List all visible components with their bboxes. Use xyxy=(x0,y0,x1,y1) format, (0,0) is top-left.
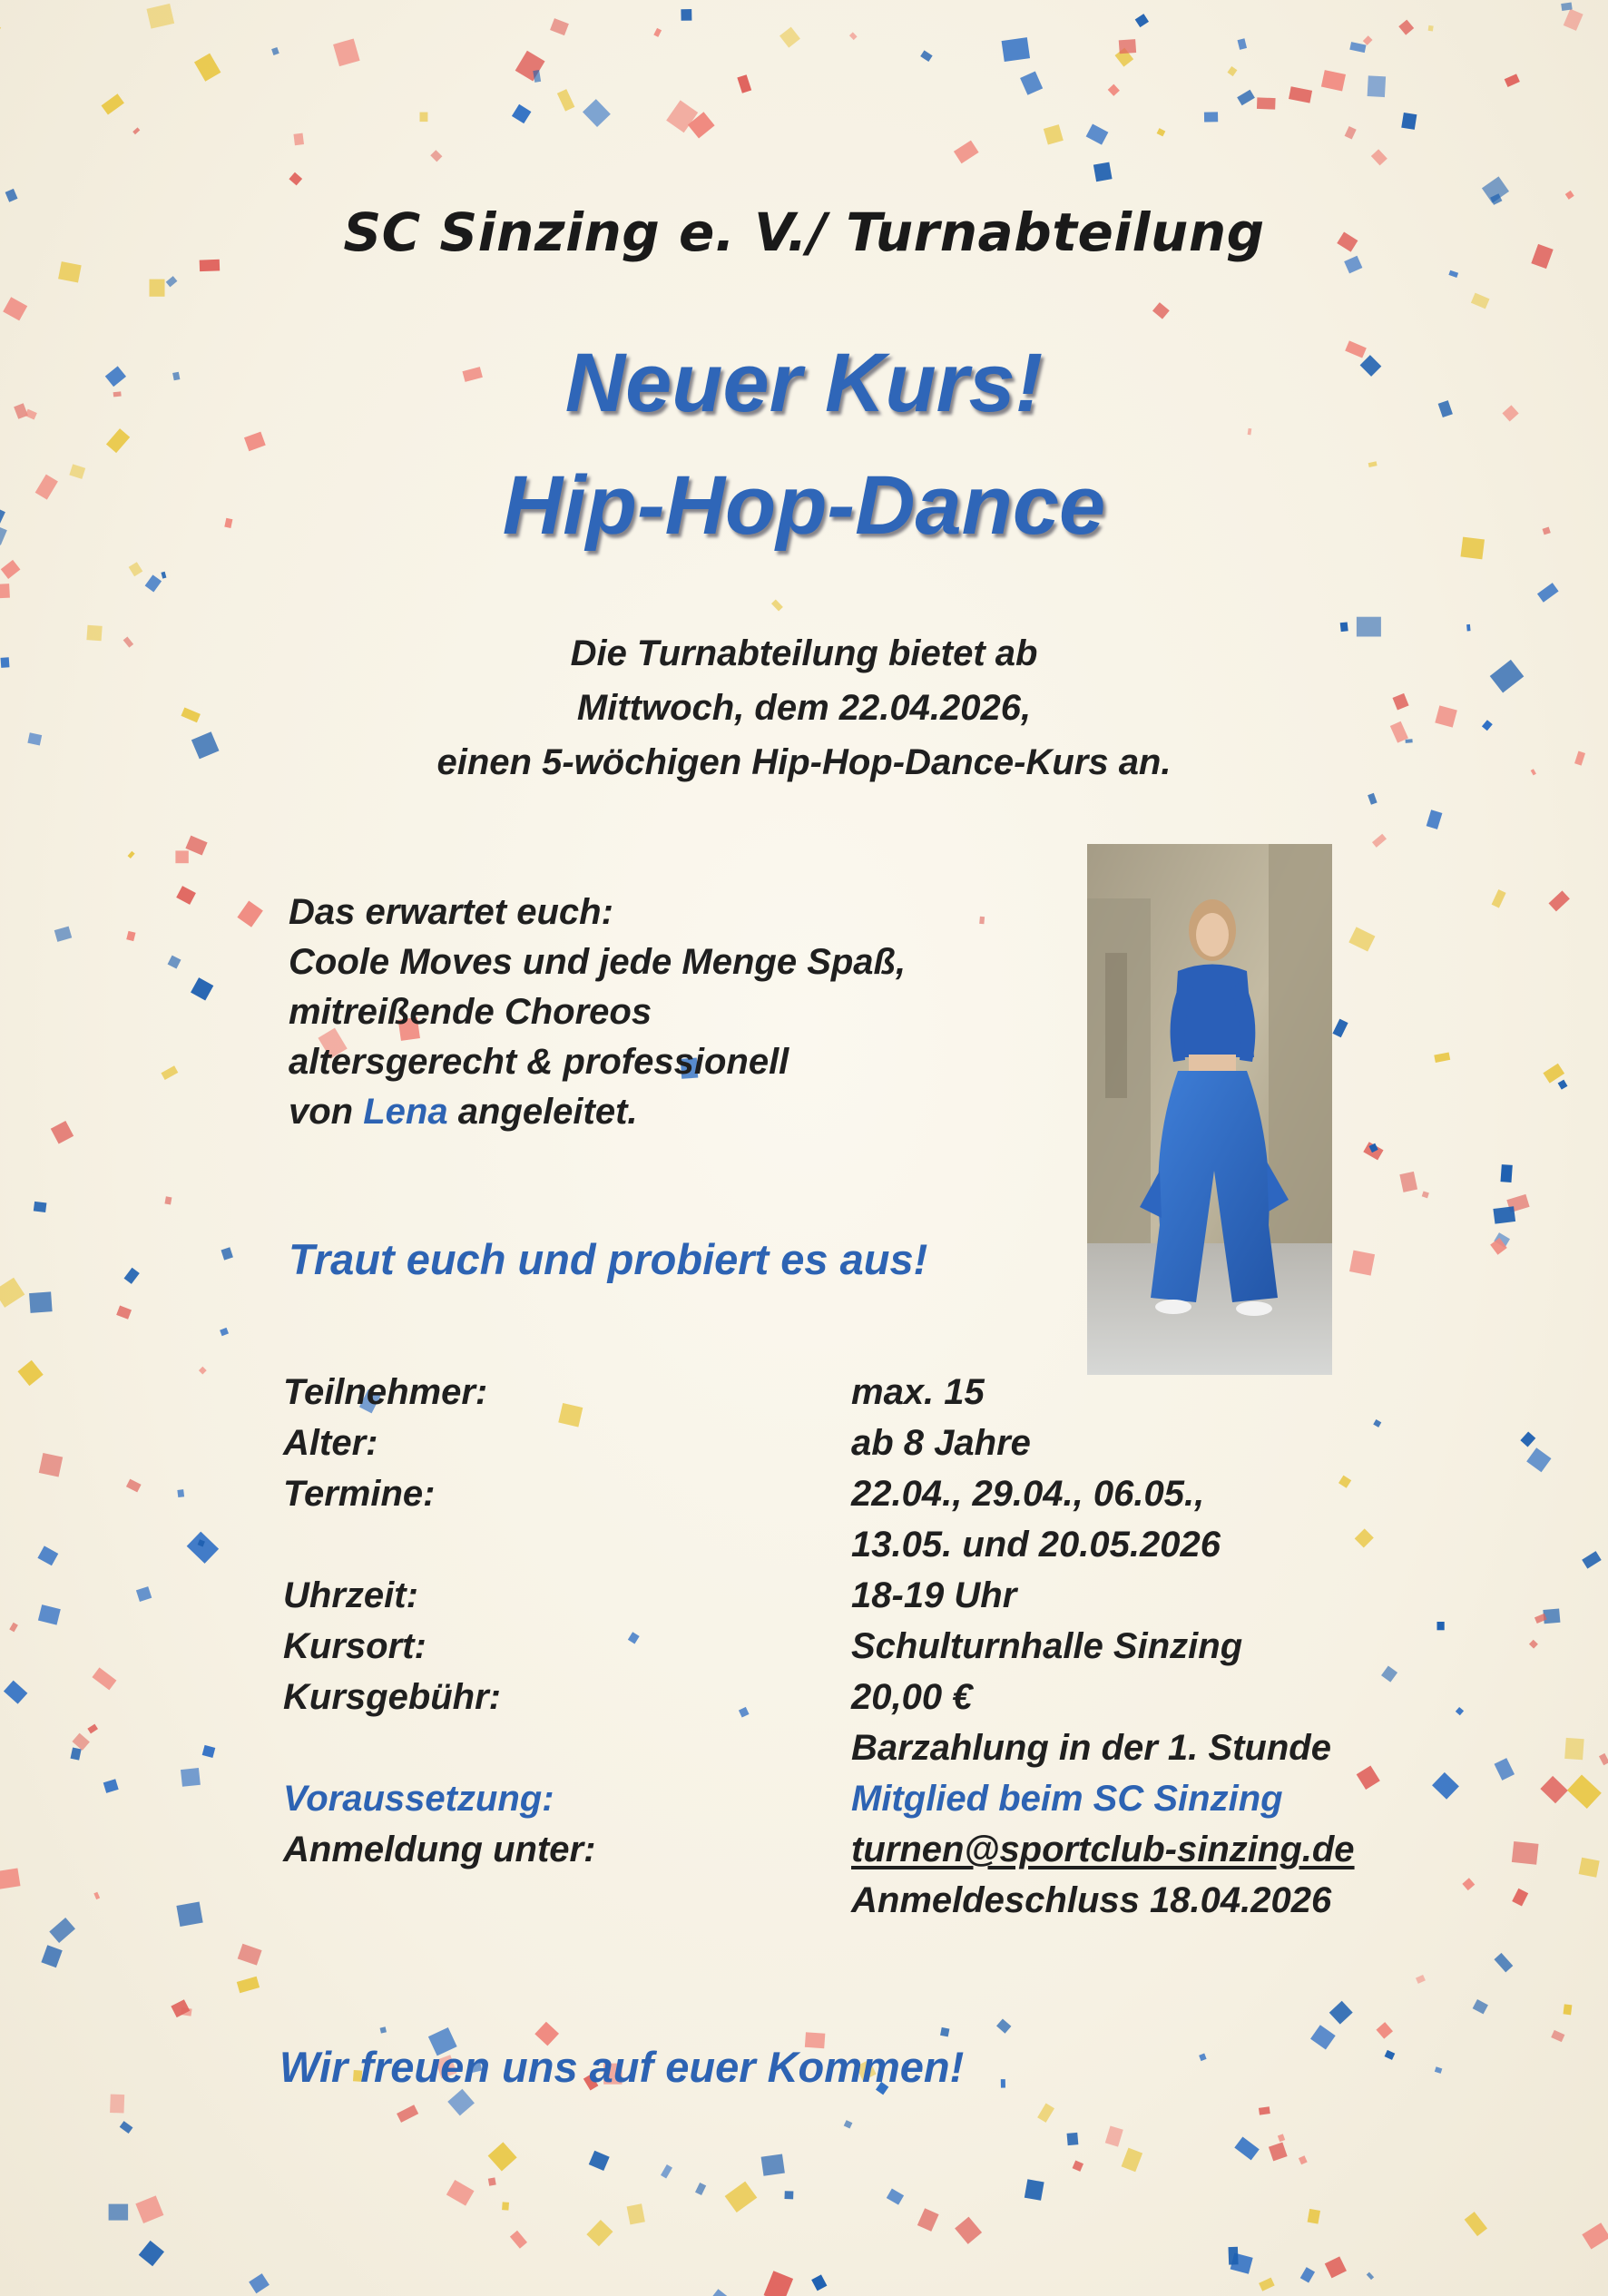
confetti-piece xyxy=(164,1196,172,1204)
confetti-piece xyxy=(1349,1251,1375,1276)
confetti-piece xyxy=(430,150,442,162)
confetti-piece xyxy=(1540,1776,1567,1803)
detail-value: 18-19 Uhr xyxy=(851,1575,1017,1615)
confetti-piece xyxy=(771,600,783,612)
confetti-piece xyxy=(1376,2022,1393,2039)
confetti-piece xyxy=(0,1868,21,1889)
confetti-piece xyxy=(695,2183,706,2195)
confetti-piece xyxy=(512,104,531,123)
confetti-piece xyxy=(41,1945,62,1967)
confetti-piece xyxy=(51,1121,74,1143)
confetti-piece xyxy=(110,2095,124,2114)
confetti-piece xyxy=(1492,889,1506,908)
confetti-piece xyxy=(289,172,302,186)
confetti-piece xyxy=(488,2177,496,2185)
confetti-piece xyxy=(1086,124,1109,145)
confetti-piece xyxy=(132,127,140,134)
confetti-piece xyxy=(1520,1431,1535,1447)
confetti-piece xyxy=(238,1944,262,1966)
intro-line: Die Turnabteilung bietet ab xyxy=(570,633,1038,673)
expect-line: mitreißende Choreos xyxy=(289,992,652,1032)
confetti-piece xyxy=(0,25,1,33)
detail-value: 20,00 € xyxy=(851,1677,973,1717)
confetti-piece xyxy=(1300,2267,1315,2282)
detail-label: Kursort: xyxy=(283,1626,427,1666)
confetti-piece xyxy=(1432,1772,1459,1800)
confetti-piece xyxy=(244,432,266,452)
confetti-piece xyxy=(1564,1738,1583,1760)
confetti-piece xyxy=(996,2019,1011,2034)
confetti-piece xyxy=(1437,1622,1445,1630)
intro-line: einen 5-wöchigen Hip-Hop-Dance-Kurs an. xyxy=(436,742,1172,782)
confetti-piece xyxy=(71,1748,82,1761)
confetti-piece xyxy=(3,297,27,320)
expectations-block xyxy=(289,888,1051,1137)
confetti-piece xyxy=(1332,1019,1348,1038)
confetti-piece xyxy=(146,4,174,29)
closing-line: Wir freuen uns auf euer Kommen! xyxy=(279,2043,965,2091)
confetti-piece xyxy=(17,1360,43,1386)
confetti-piece xyxy=(1456,1707,1464,1715)
confetti-piece xyxy=(811,2274,827,2291)
confetti-piece xyxy=(1289,86,1312,103)
confetti-piece xyxy=(176,886,196,905)
confetti-piece xyxy=(502,2202,509,2210)
confetti-piece xyxy=(1565,191,1574,200)
confetti-piece xyxy=(628,1632,640,1644)
confetti-piece xyxy=(124,1268,140,1284)
confetti-piece xyxy=(1234,2137,1259,2161)
confetti-piece xyxy=(557,89,575,111)
detail-value: 13.05. und 20.05.2026 xyxy=(851,1525,1221,1565)
confetti-piece xyxy=(221,1247,233,1260)
confetti-piece xyxy=(237,1977,260,1993)
confetti-piece xyxy=(1564,2004,1573,2015)
confetti-piece xyxy=(161,572,166,579)
confetti-piece xyxy=(1108,84,1120,96)
detail-label: Voraussetzung: xyxy=(283,1779,554,1819)
confetti-piece xyxy=(1495,1758,1515,1781)
confetti-piece xyxy=(145,574,162,592)
confetti-piece xyxy=(887,2189,904,2205)
confetti-piece xyxy=(954,141,979,164)
confetti-piece xyxy=(1278,2134,1285,2142)
confetti-piece xyxy=(1259,2278,1275,2291)
confetti-piece xyxy=(1399,1172,1417,1192)
confetti-piece xyxy=(1500,1164,1512,1182)
confetti-piece xyxy=(237,901,262,927)
confetti-piece xyxy=(176,1902,202,1927)
confetti-piece xyxy=(1564,9,1583,31)
confetti-piece xyxy=(1002,37,1030,62)
confetti-piece xyxy=(1037,2104,1054,2123)
confetti-piece xyxy=(1493,1206,1515,1223)
confetti-piece xyxy=(1227,66,1237,76)
confetti-piece xyxy=(1357,1765,1380,1790)
detail-value: 22.04., 29.04., 06.05., xyxy=(851,1474,1205,1514)
detail-label: Anmeldung unter: xyxy=(283,1830,596,1869)
confetti-piece xyxy=(1543,1064,1564,1084)
confetti-piece xyxy=(653,28,662,37)
confetti-piece xyxy=(1269,2143,1288,2162)
confetti-piece xyxy=(1381,1666,1397,1683)
confetti-piece xyxy=(586,2220,613,2246)
confetti-piece xyxy=(1482,176,1509,202)
confetti-piece xyxy=(1367,2272,1374,2281)
detail-label: Termine: xyxy=(283,1474,436,1514)
detail-value: max. 15 xyxy=(851,1372,985,1412)
confetti-piece xyxy=(1471,293,1490,309)
confetti-piece xyxy=(1368,75,1386,97)
detail-value: Anmeldeschluss 18.04.2026 xyxy=(851,1880,1332,1920)
detail-value: ab 8 Jahre xyxy=(851,1423,1031,1463)
confetti-piece xyxy=(397,2105,418,2123)
confetti-piece xyxy=(106,428,130,453)
confetti-piece xyxy=(120,2121,133,2134)
confetti-piece xyxy=(1558,1080,1568,1090)
confetti-piece xyxy=(1348,927,1375,951)
confetti-piece xyxy=(1325,2256,1347,2278)
confetti-piece xyxy=(194,54,221,82)
confetti-piece xyxy=(136,1586,152,1602)
confetti-piece xyxy=(681,9,691,21)
confetti-piece xyxy=(955,2217,982,2244)
confetti-piece xyxy=(1299,2155,1308,2164)
confetti-piece xyxy=(29,1291,53,1312)
confetti-piece xyxy=(1561,2,1573,11)
expect-text: angeleitet. xyxy=(447,1092,638,1132)
confetti-piece xyxy=(1044,124,1064,144)
confetti-piece xyxy=(1526,1447,1551,1472)
confetti-piece xyxy=(191,977,213,1000)
confetti-piece xyxy=(1416,1975,1426,1984)
headline-new-course: Neuer Kurs! xyxy=(564,337,1044,429)
confetti-piece xyxy=(420,113,428,123)
confetti-piece xyxy=(1338,1476,1351,1488)
confetti-piece xyxy=(1067,2133,1079,2145)
confetti-piece xyxy=(533,70,541,83)
confetti-piece xyxy=(627,2203,645,2224)
confetti-piece xyxy=(1204,112,1218,122)
confetti-piece xyxy=(515,51,545,82)
slogan: Traut euch und probiert es aus! xyxy=(289,1235,928,1283)
confetti-piece xyxy=(1355,1528,1374,1547)
confetti-piece xyxy=(58,261,82,282)
confetti-piece xyxy=(589,2151,610,2171)
confetti-piece xyxy=(37,1545,58,1565)
confetti-piece xyxy=(1310,2025,1336,2049)
confetti-piece xyxy=(103,1779,119,1793)
confetti-piece xyxy=(177,1489,184,1497)
confetti-piece xyxy=(764,2271,794,2296)
confetti-piece xyxy=(92,1667,116,1690)
confetti-piece xyxy=(5,189,18,202)
confetti-piece xyxy=(126,1479,142,1493)
expect-line: altersgerecht & professionell xyxy=(289,1042,789,1082)
confetti-piece xyxy=(0,1278,25,1308)
confetti-piece xyxy=(779,27,800,48)
confetti-piece xyxy=(116,1306,132,1320)
confetti-piece xyxy=(849,32,858,40)
confetti-piece xyxy=(109,2204,129,2221)
confetti-piece xyxy=(1582,2222,1608,2249)
confetti-piece xyxy=(1229,2247,1239,2265)
confetti-piece xyxy=(1428,25,1434,32)
confetti-piece xyxy=(0,584,10,598)
confetti-piece xyxy=(1,560,21,579)
confetti-piece xyxy=(1448,270,1458,278)
confetti-piece xyxy=(168,956,181,969)
confetti-piece xyxy=(1372,834,1387,848)
confetti-piece xyxy=(1462,1878,1475,1890)
confetti-piece xyxy=(199,1367,207,1375)
confetti-piece xyxy=(1001,2079,1005,2087)
confetti-piece xyxy=(447,2089,475,2116)
expect-line: Coole Moves und jede Menge Spaß, xyxy=(289,942,907,982)
confetti-piece xyxy=(725,2182,758,2213)
confetti-piece xyxy=(1385,2050,1396,2060)
confetti-piece xyxy=(72,1733,89,1751)
confetti-piece xyxy=(93,1892,100,1899)
dancer-photo xyxy=(1087,844,1332,1375)
confetti-piece xyxy=(34,1202,47,1212)
registration-email-link[interactable]: turnen@sportclub-sinzing.de xyxy=(851,1830,1355,1869)
confetti-piece xyxy=(9,1623,18,1633)
confetti-piece xyxy=(1321,70,1346,91)
confetti-piece xyxy=(1505,74,1520,87)
confetti-piece xyxy=(4,1681,27,1704)
confetti-piece xyxy=(1259,2106,1270,2114)
confetti-piece xyxy=(739,1707,750,1718)
confetti-piece xyxy=(1579,1858,1600,1878)
confetti-piece xyxy=(175,850,188,863)
confetti-piece xyxy=(917,2208,939,2232)
confetti-piece xyxy=(1422,1192,1429,1199)
confetti-piece xyxy=(1105,2125,1123,2146)
expect-text: von xyxy=(289,1092,364,1132)
confetti-piece xyxy=(784,2191,793,2199)
confetti-piece xyxy=(1135,14,1149,27)
confetti-piece xyxy=(920,50,932,62)
confetti-piece xyxy=(1119,39,1136,54)
confetti-piece xyxy=(135,2195,163,2223)
confetti-piece xyxy=(761,2154,785,2176)
confetti-piece xyxy=(1465,2212,1487,2236)
confetti-piece xyxy=(488,2142,517,2171)
confetti-piece xyxy=(1152,302,1170,319)
confetti-piece xyxy=(1345,126,1357,140)
confetti-piece xyxy=(181,1768,201,1787)
confetti-piece xyxy=(1093,162,1113,182)
confetti-piece xyxy=(380,2026,387,2033)
confetti-piece xyxy=(1473,1999,1488,2014)
confetti-piece xyxy=(161,1065,178,1080)
confetti-piece xyxy=(87,1724,98,1734)
confetti-piece xyxy=(550,18,569,35)
confetti-piece xyxy=(1398,20,1414,35)
confetti-piece xyxy=(185,836,207,856)
confetti-piece xyxy=(1567,1774,1602,1809)
confetti-piece xyxy=(1401,113,1417,130)
confetti-piece xyxy=(1238,38,1247,50)
confetti-piece xyxy=(1582,1551,1601,1568)
confetti-piece xyxy=(1371,149,1387,165)
confetti-piece xyxy=(1073,2160,1083,2171)
confetti-piece xyxy=(150,280,165,297)
confetti-piece xyxy=(102,93,124,114)
confetti-piece xyxy=(129,562,143,576)
confetti-piece xyxy=(293,133,304,146)
confetti-piece xyxy=(844,2120,853,2128)
confetti-piece xyxy=(558,1403,583,1428)
confetti-piece xyxy=(1368,793,1378,805)
confetti-piece xyxy=(1329,2001,1353,2025)
confetti-piece xyxy=(1257,97,1276,109)
confetti-piece xyxy=(39,1453,63,1477)
intro-line: Mittwoch, dem 22.04.2026, xyxy=(576,688,1032,728)
confetti-piece xyxy=(333,38,360,66)
confetti-piece xyxy=(940,2027,949,2037)
confetti-piece xyxy=(249,2273,270,2293)
detail-label: Teilnehmer: xyxy=(283,1372,488,1412)
confetti-piece xyxy=(1349,42,1366,53)
intro-text xyxy=(0,626,1608,790)
confetti-piece xyxy=(1512,1889,1528,1907)
confetti-piece xyxy=(706,2289,734,2296)
confetti-piece xyxy=(446,2180,475,2206)
confetti-piece xyxy=(126,931,135,941)
confetti-piece xyxy=(1025,2179,1044,2200)
confetti-piece xyxy=(139,2241,164,2266)
confetti-piece xyxy=(1543,1609,1560,1624)
confetti-piece xyxy=(54,927,72,942)
detail-value: Mitglied beim SC Sinzing xyxy=(851,1779,1283,1819)
confetti-piece xyxy=(510,2231,527,2249)
confetti-piece xyxy=(1427,809,1443,829)
confetti-piece xyxy=(583,99,611,127)
confetti-piece xyxy=(271,47,279,55)
confetti-piece xyxy=(1529,1640,1538,1649)
detail-label: Uhrzeit: xyxy=(283,1575,418,1615)
detail-label: Alter: xyxy=(283,1423,378,1463)
club-title: SC Sinzing e. V./ Turnabteilung xyxy=(343,201,1265,263)
confetti-piece xyxy=(128,851,135,859)
confetti-piece xyxy=(1157,128,1166,136)
confetti-piece xyxy=(1199,2054,1206,2062)
confetti-piece xyxy=(1434,1052,1450,1063)
headline-course-name: Hip-Hop-Dance xyxy=(502,459,1106,552)
detail-value: Schulturnhalle Sinzing xyxy=(851,1626,1243,1666)
confetti-piece xyxy=(1373,1419,1381,1428)
expect-line: Das erwartet euch: xyxy=(289,892,613,932)
confetti-piece xyxy=(38,1604,61,1624)
confetti-piece xyxy=(166,276,178,287)
confetti-piece xyxy=(1435,2066,1443,2074)
confetti-piece xyxy=(202,1745,216,1758)
expect-line xyxy=(289,1087,1051,1137)
detail-value: Barzahlung in der 1. Stunde xyxy=(851,1728,1331,1768)
confetti-piece xyxy=(187,1532,219,1564)
confetti-piece xyxy=(737,74,751,93)
instructor-name: Lena xyxy=(363,1092,448,1132)
confetti-piece xyxy=(1512,1841,1539,1865)
confetti-piece xyxy=(1308,2209,1320,2224)
confetti-piece xyxy=(1122,2148,1143,2173)
confetti-piece xyxy=(1020,72,1043,95)
confetti-piece xyxy=(1551,2030,1564,2042)
confetti-piece xyxy=(49,1918,75,1943)
confetti-piece xyxy=(1599,1753,1608,1765)
confetti-piece xyxy=(220,1328,229,1336)
confetti-piece xyxy=(1537,583,1559,603)
confetti-piece xyxy=(1363,35,1373,45)
detail-label: Kursgebühr: xyxy=(283,1677,501,1717)
confetti-piece xyxy=(1549,890,1570,911)
confetti-piece xyxy=(1494,1953,1513,1972)
confetti-piece xyxy=(1237,90,1255,106)
confetti-piece xyxy=(661,2164,672,2178)
